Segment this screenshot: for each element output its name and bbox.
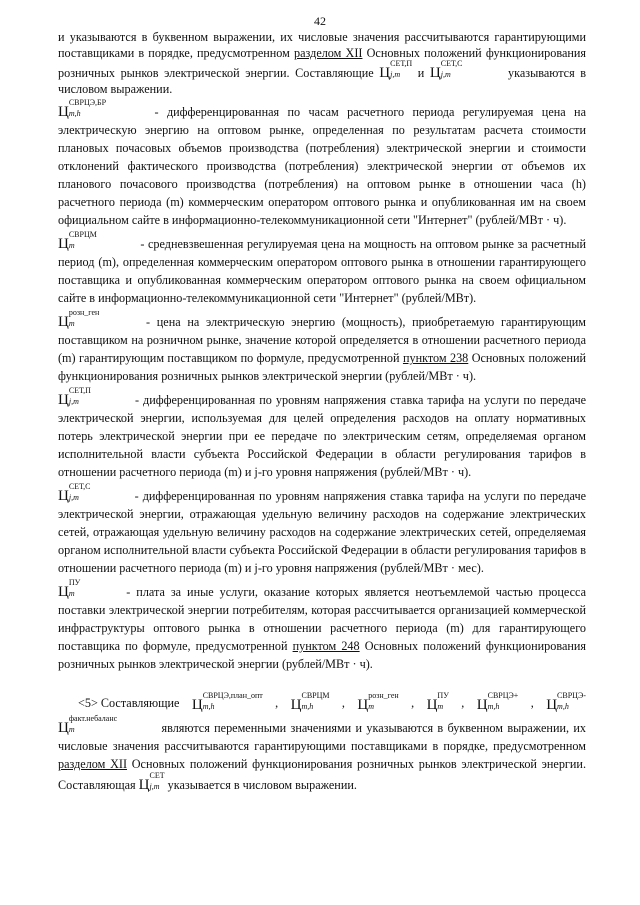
text-segment: и указываются в буквенном выражении, их числовые значения рассчитываются гарантирующими поставщиками в порядке, предусмотренном [58,30,586,60]
formula-symbol: Ц СЕТ,С j,m [58,482,91,505]
formula-symbol: Ц СВРЦЭ- m,h [546,691,586,714]
formula-symbol: Ц ПУ m [426,691,449,714]
formula-symbol: Ц СВРЦЭ+ m,h [476,691,519,714]
definition-svrce-br [58,100,586,229]
definition-text: - дифференцированная по часам расчетного периода регулируемая цена на электрическую энергию на оптовом рынке, определенная по результатам расчета стоимости плановых почасовых объемов производства (потребления) электрической энергии и стоимости отклонений фактического производства (потребления) электрической энергии от объемов их планового почасового производства (потребления) на оптовом рынке в отношении часа (h) расчетного периода (m) коммерческим оператором оптового рынка и опубликованная им на своем официальном сайте в информационно-телекоммуникационной сети "Интернет" (рублей/МВт · ч). [58,105,586,228]
definition-text: - средневзвешенная регулируемая цена на мощность на оптовом рынке за расчетный период (m), определенная коммерческим оператором оптового рынка в отношении гарантирующего поставщика и опубликованная коммерческим оператором оптового рынка на своем официальном сайте в информационно-телекоммуникационной сети "Интернет" (рублей/МВт). [58,237,586,306]
definition-rozn-gen [58,310,586,385]
footnote-5-text [58,713,587,794]
definition-text: - плата за иные услуги, оказание которых является неотъемлемой частью процесса поставки электрической энергии потребителям, которая рассчитывается организацией коммерческой инфраструктуры оптового рынка в отношении расчетного периода (m) для гарантирующего поставщика по формуле, предусмотренной [58,585,587,654]
formula-symbol: Ц СЕТ,П j,m [58,386,91,409]
text-segment: и [417,66,425,81]
footnote-5-symbols [58,693,586,714]
definition-text: - дифференцированная по уровням напряжения ставка тарифа на услуги по передаче электрической энергии, отражающая удельную величину расходов на содержание электрических сетей, отражающая удельную величину расходов на содержание электрических сетей, определяемая органом исполнительной власти субъекта Российской Федерации в области регулирования тарифов в отношении расчетного периода (m) и j-го уровня напряжения (рублей/МВт · мес). [58,489,586,576]
footnote-5-prefix: <5> Составляющие [78,695,180,710]
formula-symbol: Ц розн_ген m [58,308,100,331]
definition-svrcm [58,232,586,307]
definition-text: - дифференцированная по уровням напряжения ставка тарифа на услуги по передаче электрической энергии, используемая для целей определения расходов на оплату нормативных потерь электрической энергии при ее передаче по электрическим сетям, определяемая органом исполнительной власти субъекта Российской Федерации в области регулирования тарифов в отношении расчетного периода (m) и j-го уровня напряжения (рублей/МВт · ч). [58,393,586,480]
definition-set-s [58,484,586,577]
separator: , [341,695,345,710]
link-section-xii[interactable]: разделом XII [294,45,363,60]
definition-set-p [58,388,586,481]
document-body [58,30,586,797]
separator: , [461,695,465,710]
separator: , [411,695,415,710]
intro-paragraph [58,30,586,97]
definition-pu [58,580,586,673]
formula-symbol: Ц СЕТ j,m [138,770,165,793]
page-number: 42 [314,14,326,28]
formula-symbol: Ц СЕТ,П j,m [379,59,413,82]
link-point-238[interactable]: пунктом 238 [402,351,469,366]
text-segment: указываются в числовом выражении. [58,66,587,96]
separator: , [530,695,534,710]
text-segment: указывается в числовом выражении. [167,777,357,792]
formula-symbol: Ц розн_ген m [357,691,399,714]
link-point-248[interactable]: пунктом 248 [292,639,360,654]
definition-text: Основных положений функционирования розничных рынков электрической энергии (рублей/МВт · ч). [58,351,587,384]
formula-symbol: Ц СВРЦМ m [58,230,97,253]
formula-symbol: Ц СВРЦМ m,h [290,691,330,714]
separator: , [275,695,279,710]
text-segment: Основных положений функционирования розничных рынков электрической энергии. Составляющая [58,756,587,792]
text-segment: являются переменными значениями и указываются в буквенном выражении, их числовые значения рассчитываются гарантирующими поставщиками в порядке, предусмотренном [58,720,586,753]
formula-symbol: Ц факт.небаланс m [58,713,118,736]
definition-text: - цена на электрическую энергию (мощность), приобретаемую гарантирующим поставщиком на розничном рынке, значение которой определяется в отношении расчетного периода (m) гарантирующим поставщиком по формуле, предусмотренной [58,315,587,366]
text-segment: Основных положений функционирования розничных рынков электрической энергии. Составляющие [58,45,587,81]
formula-symbol: Ц СЕТ,С j,m [429,59,463,82]
definition-text: Основных положений функционирования розничных рынков электрической энергии (рублей/МВт · ч). [58,639,587,672]
formula-symbol: Ц СВРЦЭ,БР m,h [58,98,107,121]
formula-symbol: Ц СВРЦЭ,план_опт m,h [191,691,263,714]
link-section-xii[interactable]: разделом XII [58,756,128,771]
formula-symbol: Ц ПУ m [58,578,81,601]
